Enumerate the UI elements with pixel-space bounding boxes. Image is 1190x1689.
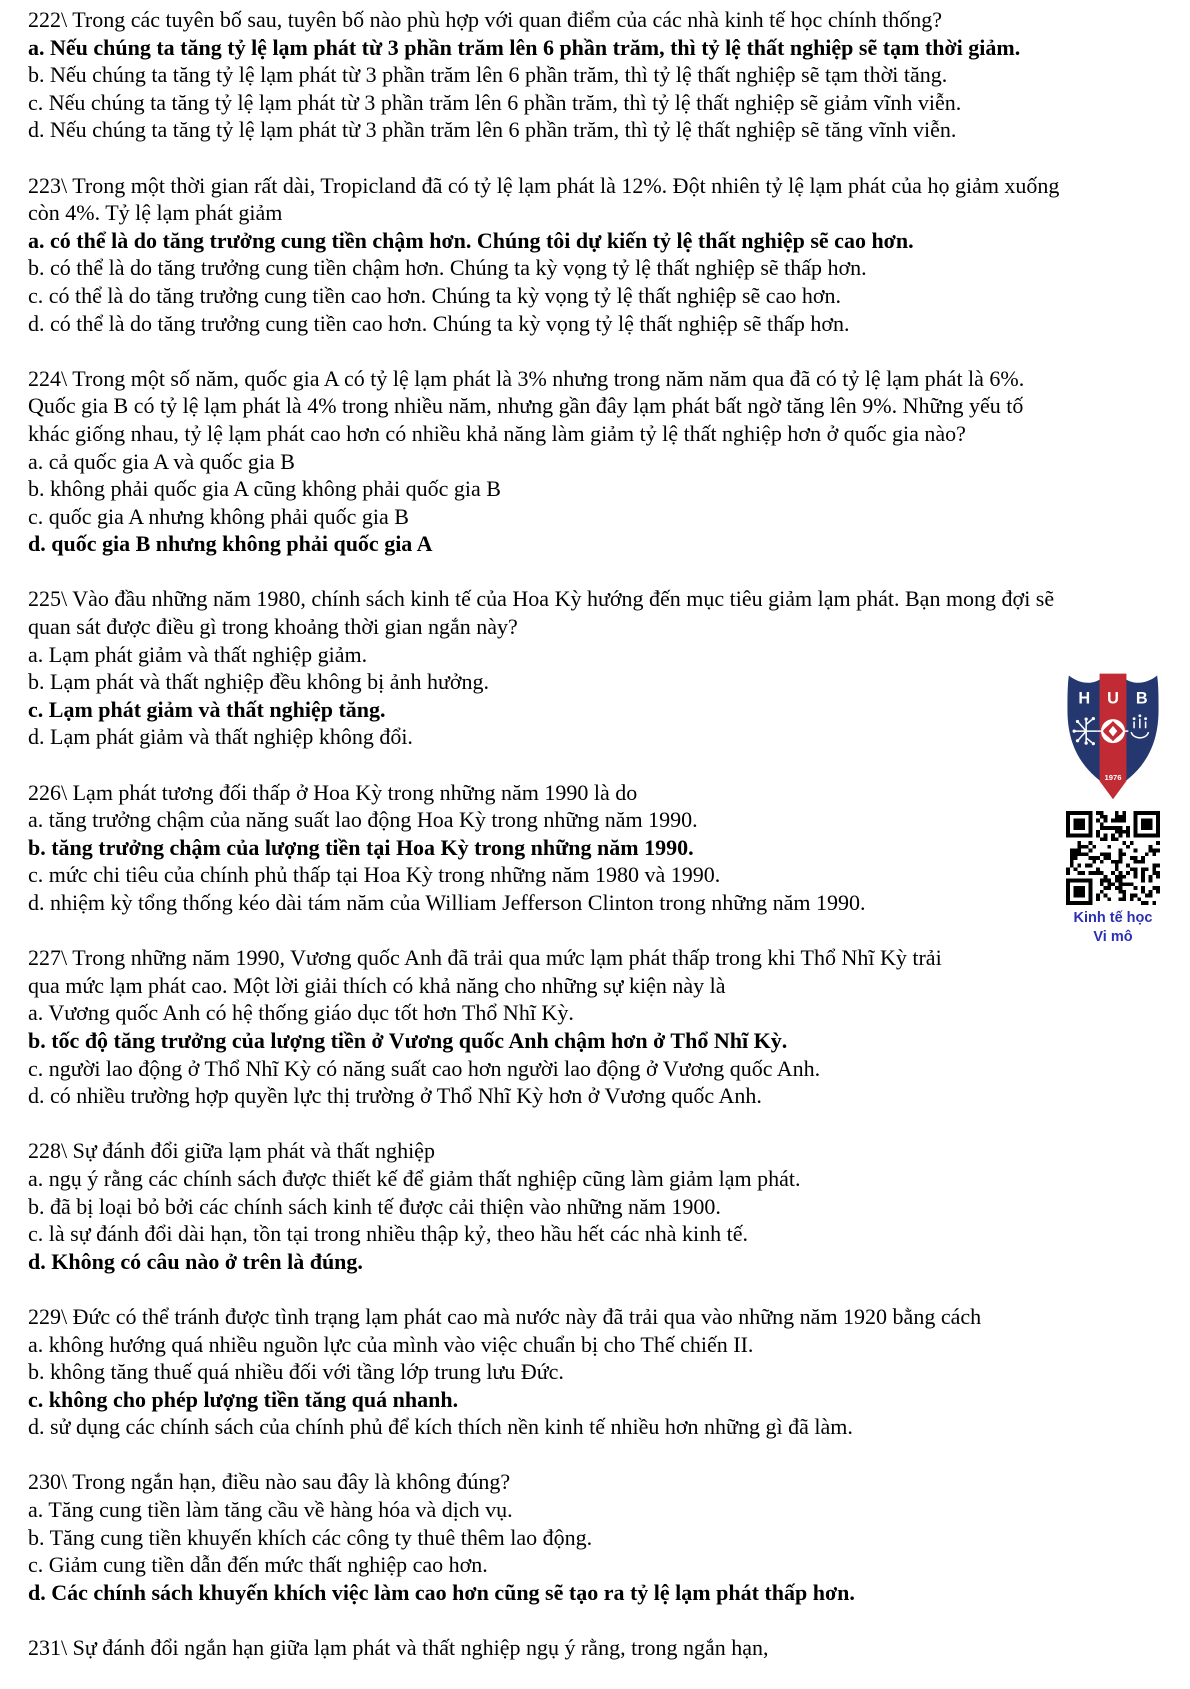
answer-option: qua mức lạm phát cao. Một lời giải thích có khả năng cho những sự kiện này là [28, 972, 726, 998]
question-text: 231\ Sự đánh đổi ngắn hạn giữa lạm phát và thất nghiệp ngụ ý rằng, trong ngắn hạn, [28, 1635, 769, 1661]
answer-option: b. tăng trưởng chậm của lượng tiền tại Hoa Kỳ trong những năm 1990. [28, 834, 694, 860]
answer-option: d. Nếu chúng ta tăng tỷ lệ lạm phát từ 3 phần trăm lên 6 phần trăm, thì tỷ lệ thất nghiệp sẽ tăng vĩnh viễn. [28, 117, 957, 143]
qr-caption-line1: Kinh tế học [1073, 910, 1153, 926]
answer-option: a. Tăng cung tiền làm tăng cầu về hàng hóa và dịch vụ. [28, 1497, 513, 1523]
answer-option: a. có thể là do tăng trưởng cung tiền chậm hơn. Chúng tôi dự kiến tỷ lệ thất nghiệp sẽ cao hơn. [28, 227, 914, 253]
answer-option: d. có nhiều trường hợp quyền lực thị trường ở Thổ Nhĩ Kỳ hơn ở Vương quốc Anh. [28, 1083, 762, 1109]
question-block-229 [28, 1303, 1168, 1441]
question-text: 223\ Trong một thời gian rất dài, Tropicland đã có tỷ lệ lạm phát là 12%. Đột nhiên tỷ lệ lạm phát của họ giảm xuống [28, 172, 1060, 198]
brand-block [1054, 664, 1172, 947]
answer-option: c. quốc gia A nhưng không phải quốc gia B [28, 503, 409, 529]
answer-option: d. nhiệm kỳ tổng thống kéo dài tám năm của William Jefferson Clinton trong những năm 1990. [28, 890, 866, 915]
question-block-228 [28, 1137, 1168, 1275]
answer-option: d. Lạm phát giảm và thất nghiệp không đổi. [28, 724, 413, 750]
logo-letter-u: U [1107, 689, 1119, 708]
answer-option: b. tốc độ tăng trưởng của lượng tiền ở Vương quốc Anh chậm hơn ở Thổ Nhĩ Kỳ. [28, 1027, 788, 1053]
logo-letter-b: B [1135, 689, 1148, 708]
question-block-226 [28, 779, 1168, 917]
qr-caption-line2: Vi mô [1093, 929, 1133, 945]
answer-option: c. là sự đánh đổi dài hạn, tồn tại trong nhiều thập kỷ, theo hầu hết các nhà kinh tế. [28, 1221, 749, 1247]
question-block-231 [28, 1634, 1168, 1662]
qr-caption [1054, 909, 1172, 947]
answer-option: a. tăng trưởng chậm của năng suất lao động Hoa Kỳ trong những năm 1990. [28, 807, 698, 833]
answer-option: a. Vương quốc Anh có hệ thống giáo dục tốt hơn Thổ Nhĩ Kỳ. [28, 1000, 574, 1026]
answer-option: b. Tăng cung tiền khuyến khích các công ty thuê thêm lao động. [28, 1524, 593, 1550]
question-text: 225\ Vào đầu những năm 1980, chính sách kinh tế của Hoa Kỳ hướng đến mục tiêu giảm lạm phát. Bạn mong đợi sẽ [28, 586, 1055, 612]
answer-option: b. không tăng thuế quá nhiều đối với tầng lớp trung lưu Đức. [28, 1359, 564, 1385]
answer-option: d. Không có câu nào ở trên là đúng. [28, 1248, 363, 1274]
document-page [28, 6, 1168, 1689]
logo-letter-h: H [1078, 689, 1091, 708]
hub-logo [1065, 664, 1161, 804]
answer-option: a. ngụ ý rằng các chính sách được thiết kế để giảm thất nghiệp cũng làm giảm lạm phát. [28, 1165, 801, 1191]
question-block-225 [28, 585, 1168, 751]
answer-option: c. Lạm phát giảm và thất nghiệp tăng. [28, 696, 386, 722]
answer-option: d. sử dụng các chính sách của chính phủ để kích thích nền kinh tế nhiều hơn những gì đã làm. [28, 1414, 853, 1440]
answer-option: quan sát được điều gì trong khoảng thời gian ngắn này? [28, 614, 518, 640]
answer-option: b. Nếu chúng ta tăng tỷ lệ lạm phát từ 3 phần trăm lên 6 phần trăm, thì tỷ lệ thất nghiệp sẽ tạm thời tăng. [28, 62, 948, 88]
question-block-230 [28, 1468, 1168, 1606]
question-block-223 [28, 172, 1168, 338]
answer-option: Quốc gia B có tỷ lệ lạm phát là 4% trong nhiều năm, nhưng gần đây lạm phát bất ngờ tăng lên 9%. Những yếu tố [28, 393, 1024, 419]
answer-option: khác giống nhau, tỷ lệ lạm phát cao hơn có nhiều khả năng làm giảm tỷ lệ thất nghiệp hơn ở quốc gia nào? [28, 420, 966, 446]
question-block-222 [28, 6, 1168, 144]
answer-option: c. Nếu chúng ta tăng tỷ lệ lạm phát từ 3 phần trăm lên 6 phần trăm, thì tỷ lệ thất nghiệp sẽ giảm vĩnh viễn. [28, 89, 962, 115]
answer-option: b. có thể là do tăng trưởng cung tiền chậm hơn. Chúng ta kỳ vọng tỷ lệ thất nghiệp sẽ thấp hơn. [28, 255, 867, 281]
answer-option: c. không cho phép lượng tiền tăng quá nhanh. [28, 1386, 459, 1412]
answer-option: b. Lạm phát và thất nghiệp đều không bị ảnh hưởng. [28, 669, 490, 695]
logo-year: 1976 [1104, 773, 1122, 783]
answer-option: c. người lao động ở Thổ Nhĩ Kỳ có năng suất cao hơn người lao động ở Vương quốc Anh. [28, 1055, 821, 1081]
qr-code [1066, 811, 1160, 905]
answer-option: c. mức chi tiêu của chính phủ thấp tại Hoa Kỳ trong những năm 1980 và 1990. [28, 862, 721, 888]
question-text: 222\ Trong các tuyên bố sau, tuyên bố nào phù hợp với quan điểm của các nhà kinh tế học chính thống? [28, 7, 943, 32]
answer-option: a. không hướng quá nhiều nguồn lực của mình vào việc chuẩn bị cho Thế chiến II. [28, 1331, 754, 1357]
question-text: 228\ Sự đánh đổi giữa lạm phát và thất nghiệp [28, 1138, 435, 1164]
question-block-224 [28, 365, 1168, 558]
answer-option: b. đã bị loại bỏ bởi các chính sách kinh tế được cải thiện vào những năm 1900. [28, 1193, 721, 1219]
answer-option: còn 4%. Tỷ lệ lạm phát giảm [28, 200, 283, 226]
question-text: 230\ Trong ngắn hạn, điều nào sau đây là không đúng? [28, 1469, 511, 1495]
answer-option: d. quốc gia B nhưng không phải quốc gia A [28, 531, 433, 557]
question-text: 229\ Đức có thể tránh được tình trạng lạm phát cao mà nước này đã trải qua vào những năm 1920 bằng cách [28, 1303, 982, 1329]
answer-option: a. Nếu chúng ta tăng tỷ lệ lạm phát từ 3 phần trăm lên 6 phần trăm, thì tỷ lệ thất nghiệp sẽ tạm thời giảm. [28, 34, 1021, 60]
question-text: 227\ Trong những năm 1990, Vương quốc Anh đã trải qua mức lạm phát thấp trong khi Thổ Nhĩ Kỳ trải [28, 945, 942, 971]
answer-option: a. Lạm phát giảm và thất nghiệp giảm. [28, 641, 368, 667]
question-text: 226\ Lạm phát tương đối thấp ở Hoa Kỳ trong những năm 1990 là do [28, 779, 638, 805]
answer-option: c. Giảm cung tiền dẫn đến mức thất nghiệp cao hơn. [28, 1552, 488, 1578]
question-text: 224\ Trong một số năm, quốc gia A có tỷ lệ lạm phát là 3% nhưng trong năm năm qua đã có tỷ lệ lạm phát là 6%. [28, 365, 1025, 391]
answer-option: d. có thể là do tăng trưởng cung tiền cao hơn. Chúng ta kỳ vọng tỷ lệ thất nghiệp sẽ thấp hơn. [28, 310, 850, 336]
answer-option: d. Các chính sách khuyến khích việc làm cao hơn cũng sẽ tạo ra tỷ lệ lạm phát thấp hơn. [28, 1579, 855, 1605]
answer-option: b. không phải quốc gia A cũng không phải quốc gia B [28, 476, 501, 502]
answer-option: c. có thể là do tăng trưởng cung tiền cao hơn. Chúng ta kỳ vọng tỷ lệ thất nghiệp sẽ cao hơn. [28, 282, 841, 308]
question-block-227 [28, 944, 1168, 1110]
answer-option: a. cả quốc gia A và quốc gia B [28, 448, 295, 474]
